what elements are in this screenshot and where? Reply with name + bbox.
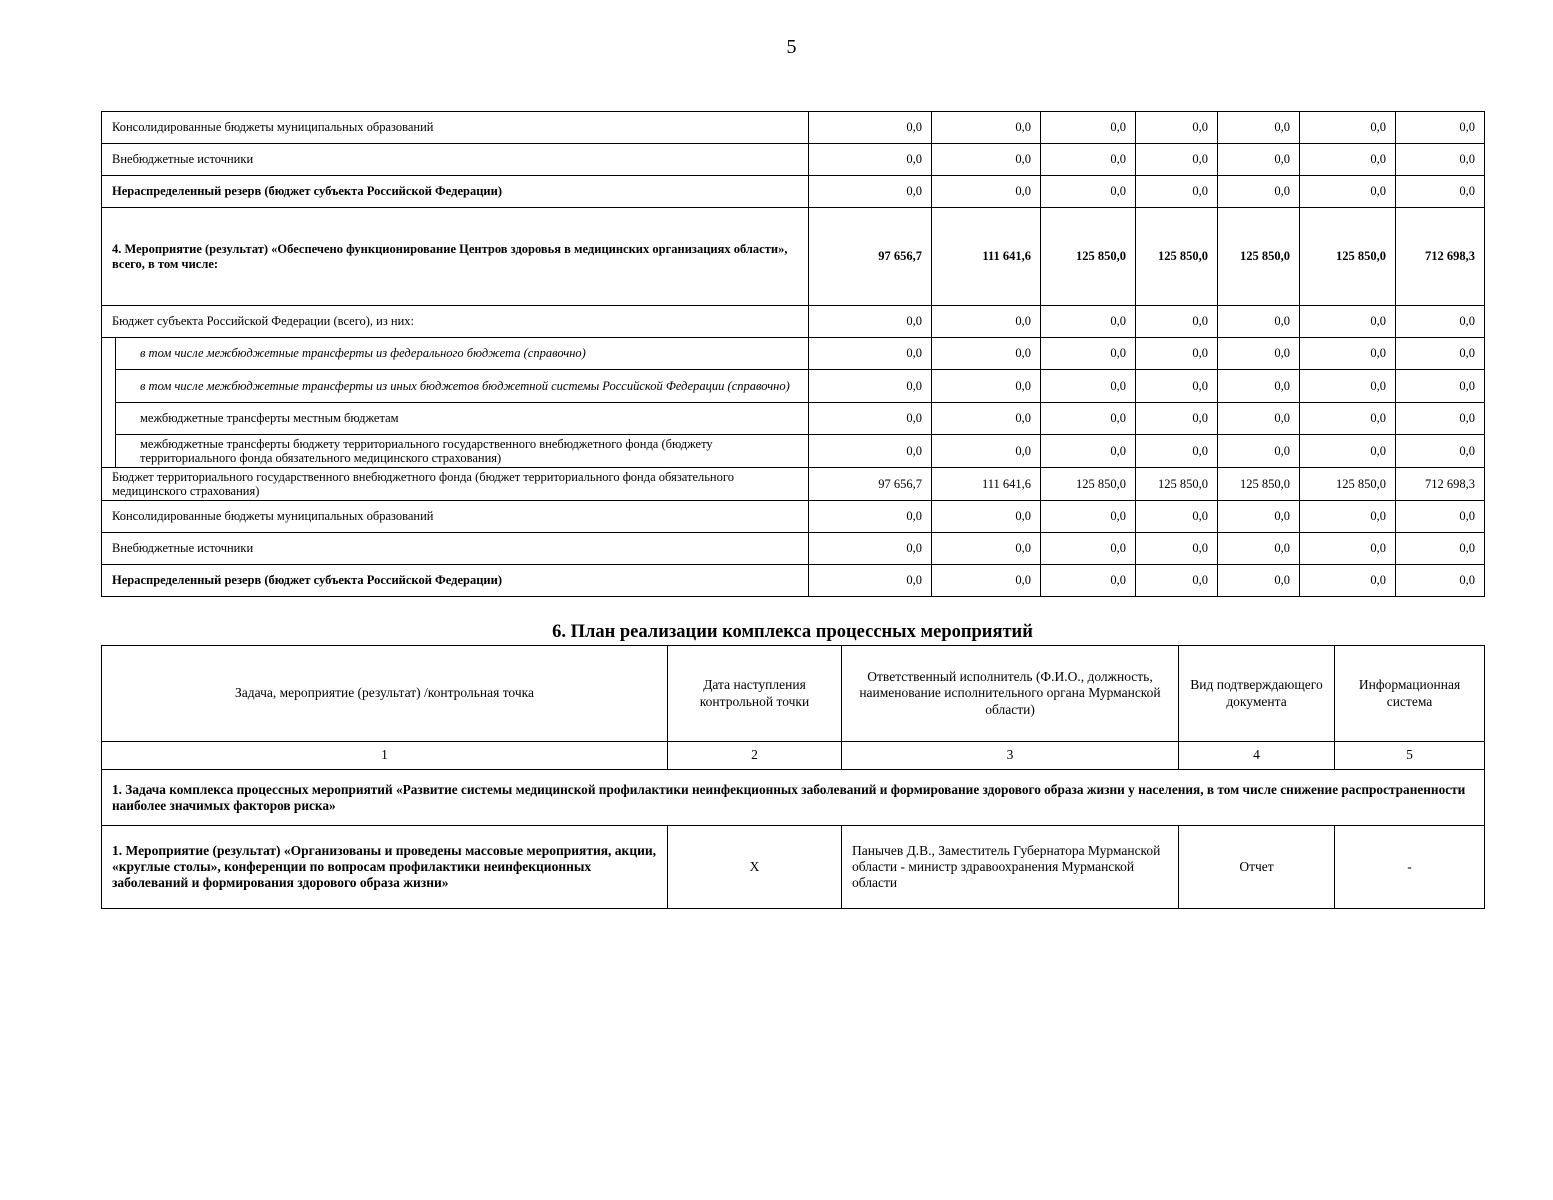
value-cell: 0,0 xyxy=(809,501,932,533)
value-cell: 0,0 xyxy=(1218,338,1300,370)
value-cell: 0,0 xyxy=(932,403,1041,435)
table-row xyxy=(102,144,1485,176)
plan-table xyxy=(101,645,1485,909)
value-cell: 125 850,0 xyxy=(1041,468,1136,501)
value-cell: 0,0 xyxy=(1041,306,1136,338)
section-title: 6. План реализации комплекса процессных мероприятий xyxy=(552,622,1033,642)
value-cell: 0,0 xyxy=(809,435,932,468)
value-cell: 712 698,3 xyxy=(1396,208,1485,306)
task-row xyxy=(102,770,1485,826)
value-cell: 0,0 xyxy=(809,306,932,338)
column-number: 5 xyxy=(1335,742,1485,770)
value-cell: 0,0 xyxy=(1300,565,1396,597)
value-cell: 0,0 xyxy=(1041,533,1136,565)
value-cell: 0,0 xyxy=(1396,144,1485,176)
activity-document: Отчет xyxy=(1179,826,1335,909)
value-cell: 0,0 xyxy=(932,435,1041,468)
value-cell: 0,0 xyxy=(1041,501,1136,533)
value-cell: 0,0 xyxy=(1136,176,1218,208)
value-cell: 0,0 xyxy=(1396,533,1485,565)
value-cell: 0,0 xyxy=(1218,112,1300,144)
value-cell: 125 850,0 xyxy=(1218,468,1300,501)
value-cell: 0,0 xyxy=(1218,501,1300,533)
value-cell: 0,0 xyxy=(932,112,1041,144)
value-cell: 0,0 xyxy=(809,176,932,208)
value-cell: 0,0 xyxy=(932,176,1041,208)
table-row xyxy=(102,306,1485,338)
value-cell: 0,0 xyxy=(1136,533,1218,565)
value-cell: 0,0 xyxy=(1041,565,1136,597)
value-cell: 0,0 xyxy=(1300,370,1396,403)
value-cell: 0,0 xyxy=(1136,370,1218,403)
indent-cell xyxy=(102,403,116,435)
value-cell: 0,0 xyxy=(1396,306,1485,338)
row-label: Бюджет территориального государственного внебюджетного фонда (бюджет территориального фонда обязательного медицинского страхования) xyxy=(102,468,809,501)
row-label: Бюджет субъекта Российской Федерации (всего), из них: xyxy=(102,306,809,338)
table-row xyxy=(102,565,1485,597)
table-row xyxy=(102,403,1485,435)
row-label: межбюджетные трансферты бюджету территориального государственного внебюджетного фонда (бюджету территориального фонда обязательного медицинского страхования) xyxy=(116,435,809,468)
activity-responsible: Панычев Д.В., Заместитель Губернатора Мурманской области - министр здравоохранения Мурманской области xyxy=(842,826,1179,909)
indent-cell xyxy=(102,435,116,468)
funding-table xyxy=(101,111,1485,597)
row-label: межбюджетные трансферты местным бюджетам xyxy=(116,403,809,435)
row-label: в том числе межбюджетные трансферты из иных бюджетов бюджетной системы Российской Федерации (справочно) xyxy=(116,370,809,403)
value-cell: 0,0 xyxy=(809,403,932,435)
value-cell: 0,0 xyxy=(1396,403,1485,435)
value-cell: 125 850,0 xyxy=(1300,208,1396,306)
activity-name: 1. Мероприятие (результат) «Организованы и проведены массовые мероприятия, акции, «круглые столы», конференции по вопросам профилактики неинфекционных заболеваний и формирования здорового образа жизни» xyxy=(102,826,668,909)
value-cell: 0,0 xyxy=(1300,144,1396,176)
column-number: 2 xyxy=(668,742,842,770)
value-cell: 0,0 xyxy=(1396,338,1485,370)
value-cell: 0,0 xyxy=(932,565,1041,597)
value-cell: 0,0 xyxy=(1218,176,1300,208)
value-cell: 0,0 xyxy=(1300,338,1396,370)
value-cell: 111 641,6 xyxy=(932,468,1041,501)
column-number: 3 xyxy=(842,742,1179,770)
task-title: 1. Задача комплекса процессных мероприятий «Развитие системы медицинской профилактики неинфекционных заболеваний и формирование здорового образа жизни у населения, в том числе снижение распространенности наиболее значимых факторов риска» xyxy=(102,770,1485,826)
row-label: в том числе межбюджетные трансферты из федерального бюджета (справочно) xyxy=(116,338,809,370)
value-cell: 0,0 xyxy=(932,501,1041,533)
indent-cell xyxy=(102,370,116,403)
value-cell: 0,0 xyxy=(1300,112,1396,144)
value-cell: 0,0 xyxy=(1396,501,1485,533)
value-cell: 0,0 xyxy=(1136,144,1218,176)
value-cell: 0,0 xyxy=(809,370,932,403)
value-cell: 0,0 xyxy=(1041,144,1136,176)
value-cell: 0,0 xyxy=(1136,112,1218,144)
value-cell: 125 850,0 xyxy=(1300,468,1396,501)
value-cell: 0,0 xyxy=(1041,370,1136,403)
value-cell: 0,0 xyxy=(1218,370,1300,403)
value-cell: 0,0 xyxy=(1396,176,1485,208)
activity-date: Х xyxy=(668,826,842,909)
value-cell: 0,0 xyxy=(1136,338,1218,370)
column-header: Дата наступления контрольной точки xyxy=(668,646,842,742)
row-label: Консолидированные бюджеты муниципальных образований xyxy=(102,112,809,144)
column-header: Вид подтверждающего документа xyxy=(1179,646,1335,742)
row-label: Внебюджетные источники xyxy=(102,144,809,176)
value-cell: 0,0 xyxy=(1041,403,1136,435)
column-header: Ответственный исполнитель (Ф.И.О., должность, наименование исполнительного органа Мурманской области) xyxy=(842,646,1179,742)
table-row xyxy=(102,468,1485,501)
table-row xyxy=(102,533,1485,565)
value-cell: 0,0 xyxy=(1396,435,1485,468)
column-header: Задача, мероприятие (результат) /контрольная точка xyxy=(102,646,668,742)
value-cell: 0,0 xyxy=(1300,533,1396,565)
value-cell: 0,0 xyxy=(1041,338,1136,370)
value-cell: 0,0 xyxy=(1136,306,1218,338)
table-row xyxy=(102,501,1485,533)
value-cell: 0,0 xyxy=(932,370,1041,403)
value-cell: 0,0 xyxy=(1396,112,1485,144)
activity-row xyxy=(102,826,1485,909)
row-label: Внебюджетные источники xyxy=(102,533,809,565)
value-cell: 97 656,7 xyxy=(809,468,932,501)
value-cell: 0,0 xyxy=(809,144,932,176)
column-number: 4 xyxy=(1179,742,1335,770)
value-cell: 0,0 xyxy=(1300,403,1396,435)
value-cell: 0,0 xyxy=(932,533,1041,565)
value-cell: 0,0 xyxy=(1396,565,1485,597)
column-number-row xyxy=(102,742,1485,770)
value-cell: 0,0 xyxy=(1136,501,1218,533)
activity-system: - xyxy=(1335,826,1485,909)
table-row xyxy=(102,176,1485,208)
value-cell: 0,0 xyxy=(809,565,932,597)
value-cell: 0,0 xyxy=(1041,112,1136,144)
value-cell: 125 850,0 xyxy=(1218,208,1300,306)
value-cell: 125 850,0 xyxy=(1041,208,1136,306)
value-cell: 97 656,7 xyxy=(809,208,932,306)
value-cell: 0,0 xyxy=(1300,306,1396,338)
value-cell: 0,0 xyxy=(1218,403,1300,435)
value-cell: 111 641,6 xyxy=(932,208,1041,306)
value-cell: 0,0 xyxy=(1136,565,1218,597)
value-cell: 0,0 xyxy=(1041,435,1136,468)
value-cell: 125 850,0 xyxy=(1136,468,1218,501)
table-row xyxy=(102,370,1485,403)
value-cell: 125 850,0 xyxy=(1136,208,1218,306)
row-label: Консолидированные бюджеты муниципальных образований xyxy=(102,501,809,533)
header-row xyxy=(102,646,1485,742)
page-number: 5 xyxy=(786,36,797,58)
value-cell: 0,0 xyxy=(932,306,1041,338)
value-cell: 0,0 xyxy=(809,533,932,565)
row-label: Нераспределенный резерв (бюджет субъекта Российской Федерации) xyxy=(102,176,809,208)
value-cell: 0,0 xyxy=(1300,435,1396,468)
value-cell: 0,0 xyxy=(1300,501,1396,533)
value-cell: 0,0 xyxy=(932,338,1041,370)
row-label: 4. Мероприятие (результат) «Обеспечено функционирование Центров здоровья в медицинских организациях области», всего, в том числе: xyxy=(102,208,809,306)
value-cell: 0,0 xyxy=(1218,565,1300,597)
table-row xyxy=(102,208,1485,306)
column-header: Информационная система xyxy=(1335,646,1485,742)
value-cell: 0,0 xyxy=(809,112,932,144)
value-cell: 0,0 xyxy=(1218,435,1300,468)
value-cell: 0,0 xyxy=(1300,176,1396,208)
row-label: Нераспределенный резерв (бюджет субъекта Российской Федерации) xyxy=(102,565,809,597)
value-cell: 0,0 xyxy=(1218,144,1300,176)
value-cell: 0,0 xyxy=(932,144,1041,176)
value-cell: 0,0 xyxy=(1136,435,1218,468)
table-row xyxy=(102,112,1485,144)
value-cell: 0,0 xyxy=(1136,403,1218,435)
value-cell: 712 698,3 xyxy=(1396,468,1485,501)
value-cell: 0,0 xyxy=(809,338,932,370)
value-cell: 0,0 xyxy=(1041,176,1136,208)
value-cell: 0,0 xyxy=(1218,306,1300,338)
value-cell: 0,0 xyxy=(1218,533,1300,565)
value-cell: 0,0 xyxy=(1396,370,1485,403)
table-row xyxy=(102,435,1485,468)
indent-cell xyxy=(102,338,116,370)
table-row xyxy=(102,338,1485,370)
column-number: 1 xyxy=(102,742,668,770)
